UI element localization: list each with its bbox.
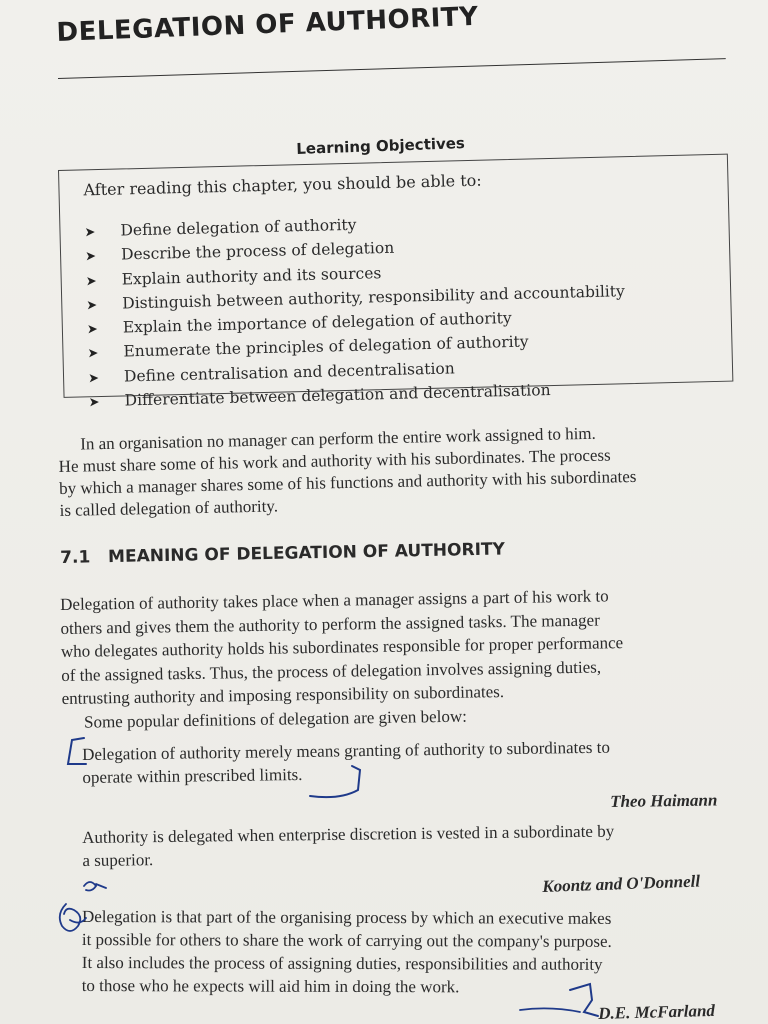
quote-line: Delegation of authority merely means granting of authority to subordinates to [82, 737, 611, 764]
arrow-bullet-icon: ➤ [85, 273, 97, 289]
objective-text: Enumerate the principles of delegation of authority [123, 333, 529, 361]
objective-text: Define centralisation and decentralisation [123, 359, 455, 386]
title-underline [58, 58, 726, 79]
quote-line: operate within prescribed limits. [82, 764, 303, 787]
pen-underline-work [520, 1008, 580, 1012]
arrow-bullet-icon: ➤ [84, 225, 96, 241]
objective-text: Differentiate between delegation and decentralisation [124, 381, 551, 410]
section-paragraph [60, 584, 624, 734]
section-number: 7.1 [60, 547, 91, 568]
arrow-bullet-icon: ➤ [86, 322, 99, 338]
quote-author: Theo Haimann [610, 790, 718, 811]
quote-line: Authority is delegated when enterprise discretion is vested in a subordinate by [82, 821, 615, 847]
definition-quote [82, 819, 615, 871]
objectives-intro: After reading this chapter, you should be able to: [83, 170, 482, 200]
quote-author: Koontz and O'Donnell [542, 871, 701, 896]
arrow-bullet-icon: ➤ [84, 249, 97, 265]
paragraph-line: others and gives them the authority to perform the assigned tasks. The manager [60, 610, 600, 638]
definition-quote [82, 736, 610, 789]
definition-quote [82, 905, 612, 999]
quote-author: D.E. McFarland [598, 1000, 716, 1023]
intro-paragraph [58, 422, 637, 522]
definitions-intro: Some popular definitions of delegation are given below: [83, 706, 468, 732]
arrow-bullet-icon: ➤ [88, 395, 100, 411]
section-title: MEANING OF DELEGATION OF AUTHORITY [107, 539, 506, 568]
chapter-title: DELEGATION OF AUTHORITY [56, 1, 479, 48]
arrow-bullet-icon: ➤ [87, 346, 99, 362]
paragraph-line: He must share some of his work and authority with his subordinates. The process [58, 445, 611, 476]
section-heading [60, 539, 505, 568]
paragraph-line: Delegation of authority takes place when a manager assigns a part of his work to [60, 586, 609, 614]
objectives-list [84, 207, 627, 414]
objective-text: Define delegation of authority [120, 215, 357, 240]
objective-text: Distinguish between authority, responsibility and accountability [122, 282, 625, 313]
learning-objectives-box [58, 154, 733, 411]
quote-line: to those who he expects will aid him in doing the work. [81, 975, 460, 997]
paragraph-line: of the assigned tasks. Thus, the process of delegation involves assigning duties, [61, 657, 602, 685]
quote-line: Delegation is that part of the organising process by which an executive makes [81, 907, 612, 928]
objective-text: Explain authority and its sources [121, 263, 382, 289]
arrow-bullet-icon: ➤ [87, 370, 100, 387]
quote-line: It also includes the process of assigning duties, responsibilities and authority [81, 952, 603, 974]
paragraph-line: who delegates authority holds his subordinates responsible for proper performance [60, 633, 624, 661]
quote-line: it possible for others to share the work of carrying out the company's purpose. [81, 929, 612, 951]
paragraph-line: is called delegation of authority. [59, 496, 279, 520]
paragraph-line: by which a manager shares some of his functions and authority with his subordinates [58, 466, 637, 498]
learning-objectives-heading: Learning Objectives [296, 134, 466, 158]
paragraph-line: entrusting authority and imposing responsibility on subordinates. [61, 682, 505, 708]
arrow-bullet-icon: ➤ [86, 297, 98, 314]
objective-text: Explain the importance of delegation of authority [122, 309, 512, 337]
paragraph-line: In an organisation no manager can perform the entire work assigned to him. [80, 423, 596, 454]
quote-line: a superior. [82, 850, 154, 870]
objective-text: Describe the process of delegation [120, 239, 395, 264]
